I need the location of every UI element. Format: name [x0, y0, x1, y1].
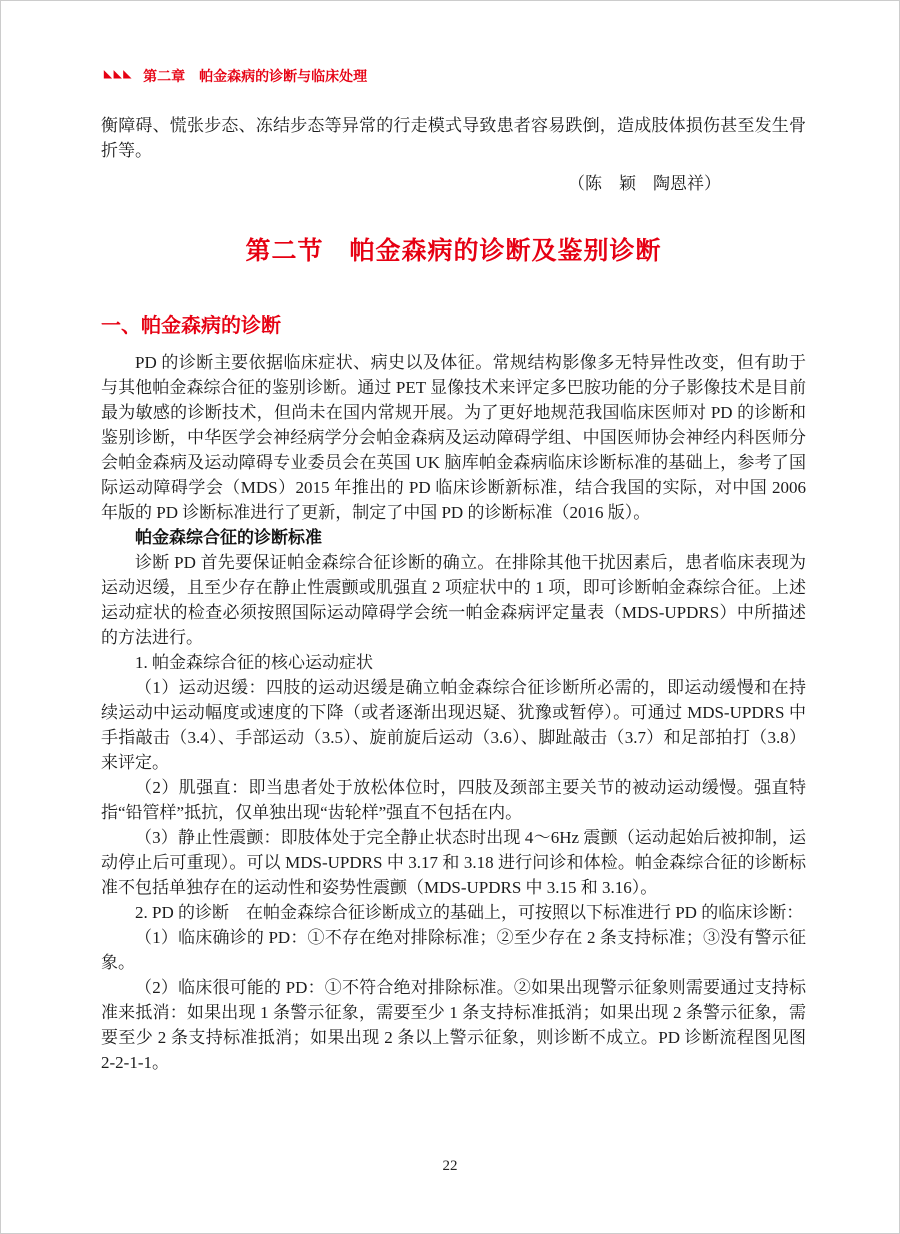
section-title: 第二节 帕金森病的诊断及鉴别诊断 — [245, 237, 662, 265]
paragraph-diagnosis-overview: PD 的诊断主要依据临床症状、病史以及体征。常规结构影像多无特异性改变，但有助于与其他帕金森综合征的鉴别诊断。通过 PET 显像技术来评定多巴胺功能的分子影像技术是目前最为敏感的诊断技术，但尚未在国内常规开展。为了更好地规范我国临床医师对 PD 的诊断和鉴别诊断，中华医学会神经病学分会帕金森病及运动障碍学组、中国医师协会神经内科医师分会帕金森病及运动障碍专业委员会在英国 UK 脑库帕金森病临床诊断标准的基础上，参考了国际运动障碍学会（MDS）2015 年推出的 PD 临床诊断新标准，结合我国的实际，对中国 2006 年版的 PD 诊断标准进行了更新，制定了中国 PD 的诊断标准（2016 版）。 — [101, 353, 806, 522]
paragraph-clinically-established-pd: （1）临床确诊的 PD：①不存在绝对排除标准；②至少存在 2 条支持标准；③没有警示征象。 — [101, 928, 806, 972]
sub-heading-parkinsonism-criteria: 帕金森综合征的诊断标准 — [135, 528, 322, 547]
subsection-title: 一、帕金森病的诊断 — [101, 315, 281, 337]
paragraph-bradykinesia: （1）运动迟缓：四肢的运动迟缓是确立帕金森综合征诊断所必需的，即运动缓慢和在持续运动中运动幅度或速度的下降（或者逐渐出现迟疑、犹豫或暂停）。可通过 MDS-UPDRS 中手指敲击（3.4）、手部运动（3.5）、旋前旋后运动（3.6）、脚趾敲击（3.7）和足部拍打（3.8）来评定。 — [101, 678, 806, 772]
author-attribution: （陈 颖 陶恩祥） — [568, 174, 721, 193]
chapter-marker-triangles-icon: ◣◣◣ — [104, 69, 134, 80]
paragraph-rigidity: （2）肌强直：即当患者处于放松体位时，四肢及颈部主要关节的被动运动缓慢。强直特指“铅管样”抵抗，仅单独出现“齿轮样”强直不包括在内。 — [101, 778, 806, 822]
paragraph-parkinsonism-confirmation: 诊断 PD 首先要保证帕金森综合征诊断的确立。在排除其他干扰因素后，患者临床表现为运动迟缓，且至少存在静止性震颤或肌强直 2 项症状中的 1 项，即可诊断帕金森综合征。上述运动症状的检查必须按照国际运动障碍学会统一帕金森病评定量表（MDS-UPDRS）中所描述的方法进行。 — [101, 553, 806, 647]
chapter-title: 帕金森病的诊断与临床处理 — [199, 68, 368, 84]
paragraph-rest-tremor: （3）静止性震颤：即肢体处于完全静止状态时出现 4～6Hz 震颤（运动起始后被抑制，运动停止后可重现）。可以 MDS-UPDRS 中 3.17 和 3.18 进行问诊和体检。帕金森综合征的诊断标准不包括单独存在的运动性和姿势性震颤（MDS-UPDRS 中 3.15 和 3.16）。 — [101, 828, 806, 897]
page-number: 22 — [442, 1158, 458, 1174]
list-heading-core-motor-symptoms: 1. 帕金森综合征的核心运动症状 — [135, 653, 373, 672]
running-header — [104, 67, 367, 85]
page-content — [101, 113, 806, 1075]
list-heading-pd-diagnosis: 2. PD 的诊断 在帕金森综合征诊断成立的基础上，可按照以下标准进行 PD 的临床诊断： — [135, 903, 804, 922]
paragraph-clinically-probable-pd: （2）临床很可能的 PD：①不符合绝对排除标准。②如果出现警示征象则需要通过支持标准来抵消：如果出现 1 条警示征象，需要至少 1 条支持标准抵消；如果出现 2 条警示征象，需要至少 2 条支持标准抵消；如果出现 2 条以上警示征象，则诊断不成立。PD 诊断流程图见图 2-2-1-1。 — [101, 978, 806, 1072]
chapter-label: 第二章 — [143, 68, 186, 84]
continuation-paragraph: 衡障碍、慌张步态、冻结步态等异常的行走模式导致患者容易跌倒，造成肢体损伤甚至发生骨折等。 — [101, 116, 806, 160]
